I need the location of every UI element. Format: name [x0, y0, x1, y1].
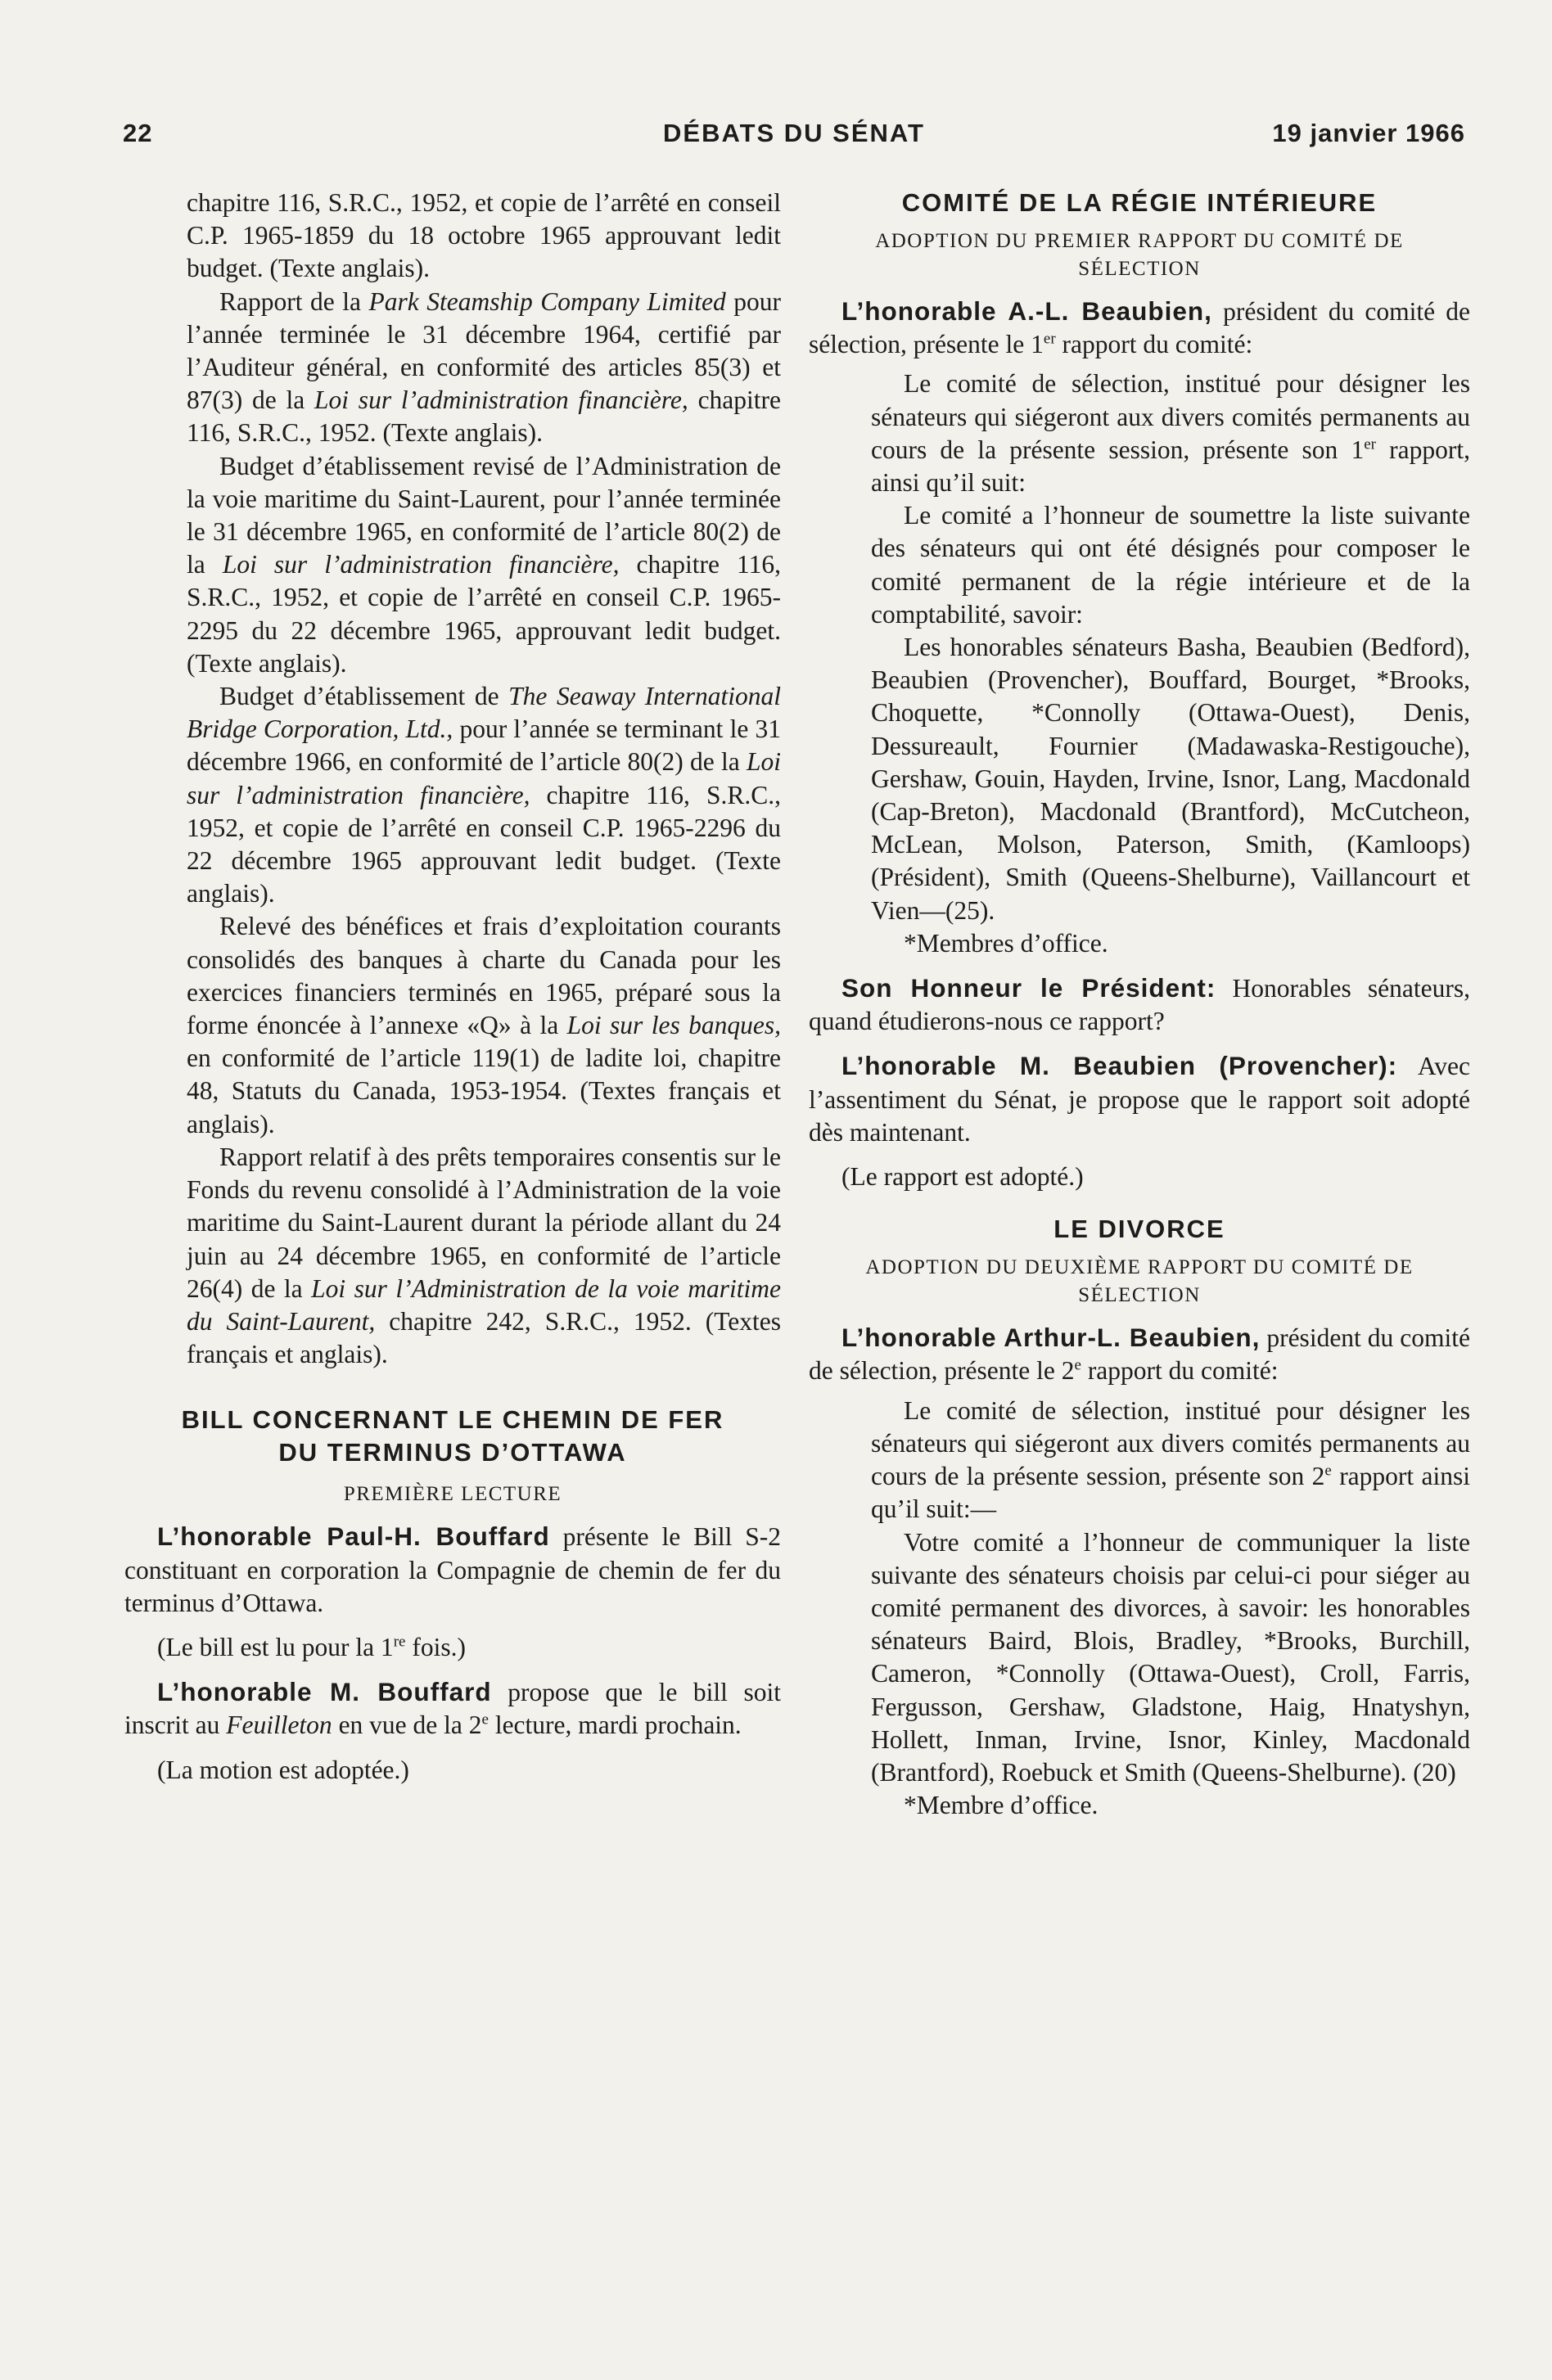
procedural-note: (Le bill est lu pour la 1re fois.) — [157, 1632, 466, 1661]
right-column — [809, 187, 1470, 1822]
paragraph: L’honorable A.-L. Beaubien, président du comité de sélection, présente le 1er rapport du comité: — [809, 296, 1470, 359]
paragraph: L’honorable Paul-H. Bouffard présente le Bill S-2 constituant en corporation la Compagnie de chemin de fer du terminus d’Ottawa. — [124, 1521, 781, 1617]
paragraph: L’honorable Arthur-L. Beaubien, président du comité de sélection, présente le 2e rapport du comité: — [809, 1323, 1470, 1386]
paragraph: Budget d’établissement revisé de l’Administration de la voie maritime du Saint-Laurent, pour l’année terminée le 31 décembre 1965, en conformité de l’article 80(2) de la Loi sur l’administration financière, chapitre 116, S.R.C., 1952, et copie de l’arrêté en conseil C.P. 1965-2295 du 22 décembre 1965, approuvant ledit budget. (Texte anglais). — [187, 451, 782, 678]
speaker-name: L’honorable A.-L. Beaubien, — [841, 296, 1212, 326]
speaker-name: L’honorable Paul-H. Bouffard — [157, 1521, 550, 1552]
paragraph: L’honorable M. Bouffard propose que le bill soit inscrit au Feuilleton en vue de la 2e lecture, mardi prochain. — [124, 1677, 781, 1740]
speaker-name: Son Honneur le Président: — [841, 973, 1216, 1003]
speaker-name: L’honorable M. Bouffard — [157, 1677, 492, 1707]
section-title: LE DIVORCE — [1053, 1215, 1225, 1244]
paragraph: Les honorables sénateurs Basha, Beaubien (Bedford), Beaubien (Provencher), Bouffard, Bourget, *Brooks, Choquette, *Connolly (Ottawa-Ouest), Denis, Dessureault, Fournier (Madawaska-Restigouche), Gershaw, Gouin, Hayden, Irvine, Isnor, Lang, Macdonald (Cap-Breton), Macdonald (Brantford), McCutcheon, McLean, Molson, Paterson, Smith, (Kamloops) (Président), Smith (Queens-Shelburne), Vaillancourt et Vien—(25). — [871, 633, 1470, 925]
page-header — [123, 119, 1465, 160]
quoted-report — [809, 367, 1470, 960]
bill-section — [124, 1404, 781, 1786]
paragraph: Le comité a l’honneur de soumettre la liste suivante des sénateurs qui ont été désignés pour composer le comité permanent de la régie intérieure et de la comptabilité, savoir: — [871, 501, 1470, 629]
page-date: 19 janvier 1966 — [1272, 119, 1465, 147]
quoted-report — [809, 1395, 1470, 1823]
section-title: COMITÉ DE LA RÉGIE INTÉRIEURE — [901, 188, 1378, 217]
paragraph: Le comité de sélection, institué pour désigner les sénateurs qui siégeront aux divers comités permanents au cours de la présente session, présente son 2e rapport ainsi qu’il suit:— — [871, 1395, 1470, 1524]
paragraph: Rapport relatif à des prêts temporaires consentis sur le Fonds du revenu consolidé à l’Administration de la voie maritime du Saint-Laurent durant la période allant du 24 juin au 24 décembre 1965, en conformité de l’article 26(4) de la Loi sur l’Administration de la voie maritime du Saint-Laurent, chapitre 242, S.R.C., 1952. (Textes français et anglais). — [187, 1142, 781, 1369]
speaker-name: L’honorable M. Beaubien (Provencher): — [841, 1051, 1398, 1081]
paragraph: Son Honneur le Président: Honorables sénateurs, quand étudierons-nous ce rapport? — [809, 973, 1470, 1036]
speaker-name: L’honorable Arthur-L. Beaubien, — [841, 1323, 1261, 1353]
section-title: BILL CONCERNANT LE CHEMIN DE FER DU TERMINUS D’OTTAWA — [181, 1405, 724, 1467]
paragraph: chapitre 116, S.R.C., 1952, et copie de l’arrêté en conseil C.P. 1965-1859 du 18 octobre 1965 approuvant ledit budget. (Texte anglais). — [187, 188, 781, 283]
paragraph: L’honorable M. Beaubien (Provencher): Avec l’assentiment du Sénat, je propose que le rapport soit adopté dès maintenant. — [809, 1051, 1470, 1147]
paragraph: *Membre d’office. — [904, 1791, 1099, 1820]
section-subtitle: ADOPTION DU DEUXIÈME RAPPORT DU COMITÉ DE SÉLECTION — [865, 1256, 1414, 1307]
paragraph: Rapport de la Park Steamship Company Limited pour l’année terminée le 31 décembre 1964, certifié par l’Auditeur général, en conformité des articles 85(3) et 87(3) de la Loi sur l’administration financière, chapitre 116, S.R.C., 1952. (Texte anglais). — [187, 286, 782, 448]
paragraph: Votre comité a l’honneur de communiquer la liste suivante des sénateurs choisis par celui-ci pour siéger au comité permanent des divorces, à savoir: les honorables sénateurs Baird, Blois, Bradley, *Brooks, Burchill, Cameron, *Connolly (Ottawa-Ouest), Croll, Farris, Fergusson, Gershaw, Gladstone, Haig, Hnatyshyn, Hollett, Inman, Irvine, Isnor, Kinley, Macdonald (Brantford), Roebuck et Smith (Queens-Shelburne). (20) — [871, 1527, 1470, 1787]
procedural-note: (La motion est adoptée.) — [157, 1755, 409, 1784]
publication-title: DÉBATS DU SÉNAT — [663, 119, 925, 147]
page-number: 22 — [123, 119, 153, 147]
paragraph: *Membres d’office. — [904, 928, 1108, 958]
section-subtitle: PREMIÈRE LECTURE — [343, 1483, 562, 1506]
paragraph: Le comité de sélection, institué pour désigner les sénateurs qui siégeront aux divers comités permanents au cours de la présente session, présente son 1er rapport, ainsi qu’il suit: — [871, 369, 1470, 498]
paragraph: Budget d’établissement de The Seaway International Bridge Corporation, Ltd., pour l’année se terminant le 31 décembre 1966, en conformité de l’article 80(2) de la Loi sur l’administration financière, chapitre 116, S.R.C., 1952, et copie de l’arrêté en conseil C.P. 1965-2296 du 22 décembre 1965 approuvant ledit budget. (Texte anglais). — [187, 682, 781, 908]
section-subtitle: ADOPTION DU PREMIER RAPPORT DU COMITÉ DE SÉLECTION — [875, 230, 1404, 280]
paragraph: Relevé des bénéfices et frais d’exploitation courants consolidés des banques à charte du Canada pour les exercices financiers terminés en 1965, préparé sous la forme énoncée à l’annexe «Q» à la Loi sur les banques, en conformité de l’article 119(1) de ladite loi, chapitre 48, Statuts du Canada, 1953-1954. (Textes français et anglais). — [187, 912, 781, 1138]
procedural-note: (Le rapport est adopté.) — [841, 1162, 1084, 1192]
left-column — [124, 187, 782, 1787]
